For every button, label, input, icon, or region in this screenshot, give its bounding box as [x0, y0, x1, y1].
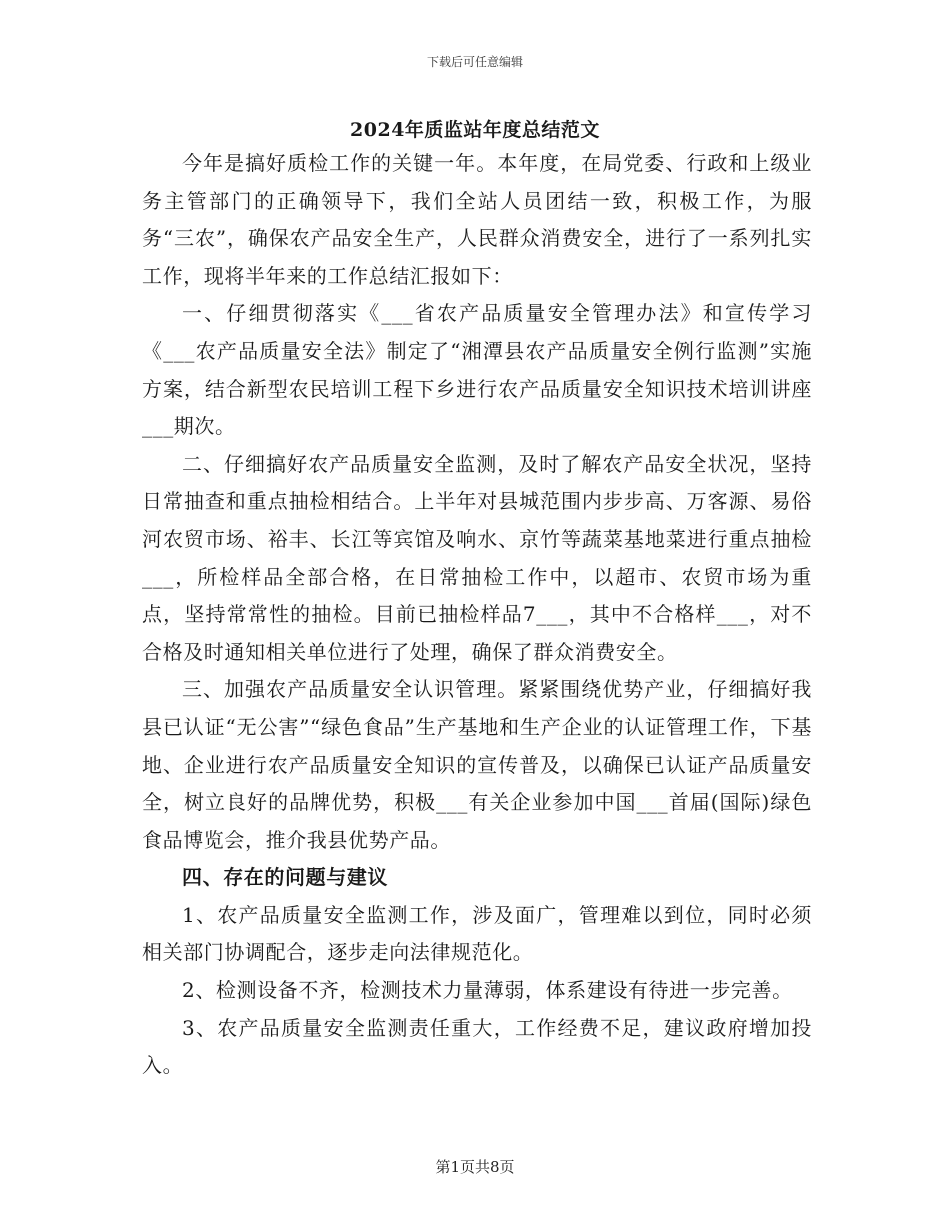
- paragraph-issue-2: 2、检测设备不齐，检测技术力量薄弱，体系建设有待进一步完善。: [182, 978, 793, 1003]
- page-number-footer: 第1页共8页: [435, 1158, 515, 1176]
- document-title: 2024年质监站年度总结范文: [350, 119, 600, 141]
- paragraph-intro: 今年是搞好质检工作的关键一年。本年度，在局党委、行政和上级业务主管部门的正确领导下，我们全站人员团结一致，积极工作，为服务“三农”，确保农产品安全生产，人民群众消费安全，进行了一系列扎实工作，现将半年来的工作总结汇报如下：: [142, 151, 812, 288]
- paragraph-section-3: 三、加强农产品质量安全认识管理。紧紧围绕优势产业，仔细搞好我县已认证“无公害”“绿色食品”生产基地和生产企业的认证管理工作，下基地、企业进行农产品质量安全知识的宣传普及，以确保已认证产品质量安全，树立良好的品牌优势，积极___有关企业参加中国___首届(国际)绿色食品博览会，推介我县优势产品。: [142, 677, 812, 852]
- section-heading-4: 四、存在的问题与建议: [182, 865, 388, 890]
- paragraph-section-1: 一、仔细贯彻落实《___省农产品质量安全管理办法》和宣传学习《___农产品质量安全法》制定了“湘潭县农产品质量安全例行监测”实施方案，结合新型农民培训工程下乡进行农产品质量安全知识技术培训讲座___期次。: [142, 301, 812, 439]
- paragraph-issue-1: 1、农产品质量安全监测工作，涉及面广，管理难以到位，同时必须相关部门协调配合，逐步走向法律规范化。: [142, 902, 812, 965]
- paragraph-section-2: 二、仔细搞好农产品质量安全监测，及时了解农产品安全状况，坚持日常抽查和重点抽检相结合。上半年对县城范围内步步高、万客源、易俗河农贸市场、裕丰、长江等宾馆及响水、京竹等蔬菜基地菜进行重点抽检___，所检样品全部合格，在日常抽检工作中，以超市、农贸市场为重点，坚持常常性的抽检。目前已抽检样品7___，其中不合格样___，对不合格及时通知相关单位进行了处理，确保了群众消费安全。: [142, 451, 812, 664]
- header-note: 下载后可任意编辑: [426, 55, 523, 69]
- paragraph-issue-3: 3、农产品质量安全监测责任重大，工作经费不足，建议政府增加投入。: [142, 1015, 812, 1078]
- document-body: [142, 145, 812, 1085]
